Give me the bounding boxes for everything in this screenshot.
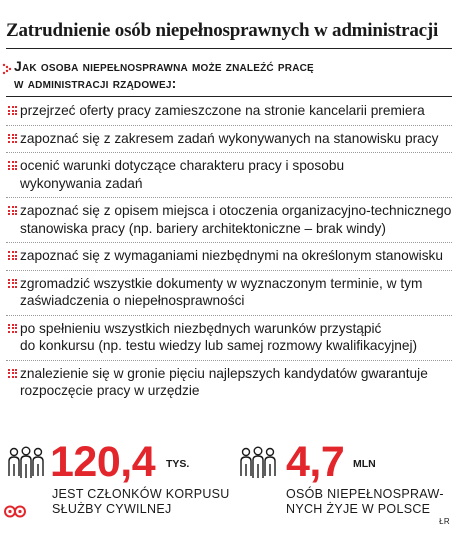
stats-panel — [0, 438, 458, 528]
red-dot-grid-icon — [8, 251, 17, 260]
source-credit: ŁR — [439, 517, 450, 526]
list-item — [6, 361, 452, 405]
red-dot-grid-icon — [8, 369, 17, 378]
intro-rule — [6, 96, 452, 97]
item-text: przejrzeć oferty pracy zamieszczone na stronie kancelarii premiera — [20, 103, 425, 118]
caption-line: JEST CZŁONKÓW KORPUSU — [52, 487, 230, 501]
item-text: zgromadzić wszystkie dokumenty w wyznaczonym terminie, w tym — [20, 275, 423, 291]
caption-line: SŁUŻBY CYWILNEJ — [52, 502, 172, 516]
list-item — [6, 316, 452, 361]
list-item — [6, 243, 452, 271]
intro-line: Jak osoba niepełnosprawna może znaleźć pracę — [14, 58, 314, 74]
item-text: zapoznać się z zakresem zadań wykonywanych na stanowisku pracy — [20, 130, 439, 146]
red-dot-grid-icon — [8, 324, 17, 333]
list-item — [6, 271, 452, 316]
item-text: zaświadczenia o niepełnosprawności — [20, 293, 245, 308]
caption-line: NYCH ŻYJE W POLSCE — [286, 502, 431, 516]
stat-caption-employees — [52, 487, 230, 517]
stat-caption-disabled — [286, 487, 444, 517]
item-text: po spełnieniu wszystkich niezbędnych warunków przystąpić — [20, 320, 382, 336]
item-text: zapoznać się z opisem miejsca i otoczenia organizacyjno-technicznego — [20, 203, 452, 218]
item-text: znalezienie się w gronie pięciu najlepszych kandydatów gwarantuje — [20, 365, 428, 381]
stat-unit-disabled: MLN — [353, 458, 376, 470]
red-dot-grid-icon — [8, 279, 17, 288]
item-text: stanowiska pracy (np. bariery architektoniczne – brak windy) — [20, 220, 386, 236]
list-item — [6, 126, 452, 154]
publisher-logo-icon — [4, 505, 26, 518]
list-item — [6, 198, 452, 243]
red-dot-grid-icon — [8, 134, 17, 143]
item-text: ocenić warunki dotyczące charakteru pracy i sposobu — [20, 158, 345, 173]
red-dot-grid-icon — [8, 161, 17, 170]
stat-value-disabled: 4,7 — [286, 438, 345, 486]
people-group-icon — [6, 446, 46, 480]
item-text: rozpoczęcie pracy w urzędzie — [20, 383, 200, 398]
title-rule — [6, 48, 452, 49]
arrow-dots-icon — [2, 63, 12, 75]
steps-list — [6, 98, 452, 405]
intro-line: w administracji rządowej: — [14, 75, 177, 91]
list-item — [6, 153, 452, 198]
item-text: do konkursu (np. testu wiedzy lub samej rozmowy kwalifikacyjnej) — [20, 338, 418, 353]
red-dot-grid-icon — [8, 206, 17, 215]
caption-line: OSÓB NIEPEŁNOSPRAW- — [286, 487, 444, 501]
item-text: wykonywania zadań — [20, 175, 143, 191]
stat-unit-employees: TYS. — [166, 458, 190, 470]
stat-value-employees: 120,4 — [50, 438, 156, 486]
page-title: Zatrudnienie osób niepełnosprawnych w administracji — [6, 20, 439, 41]
people-group-icon — [238, 446, 278, 480]
red-dot-grid-icon — [8, 106, 17, 115]
list-item — [6, 98, 452, 126]
item-text: zapoznać się z wymaganiami niezbędnymi na określonym stanowisku — [20, 248, 443, 263]
intro-heading — [14, 58, 444, 92]
